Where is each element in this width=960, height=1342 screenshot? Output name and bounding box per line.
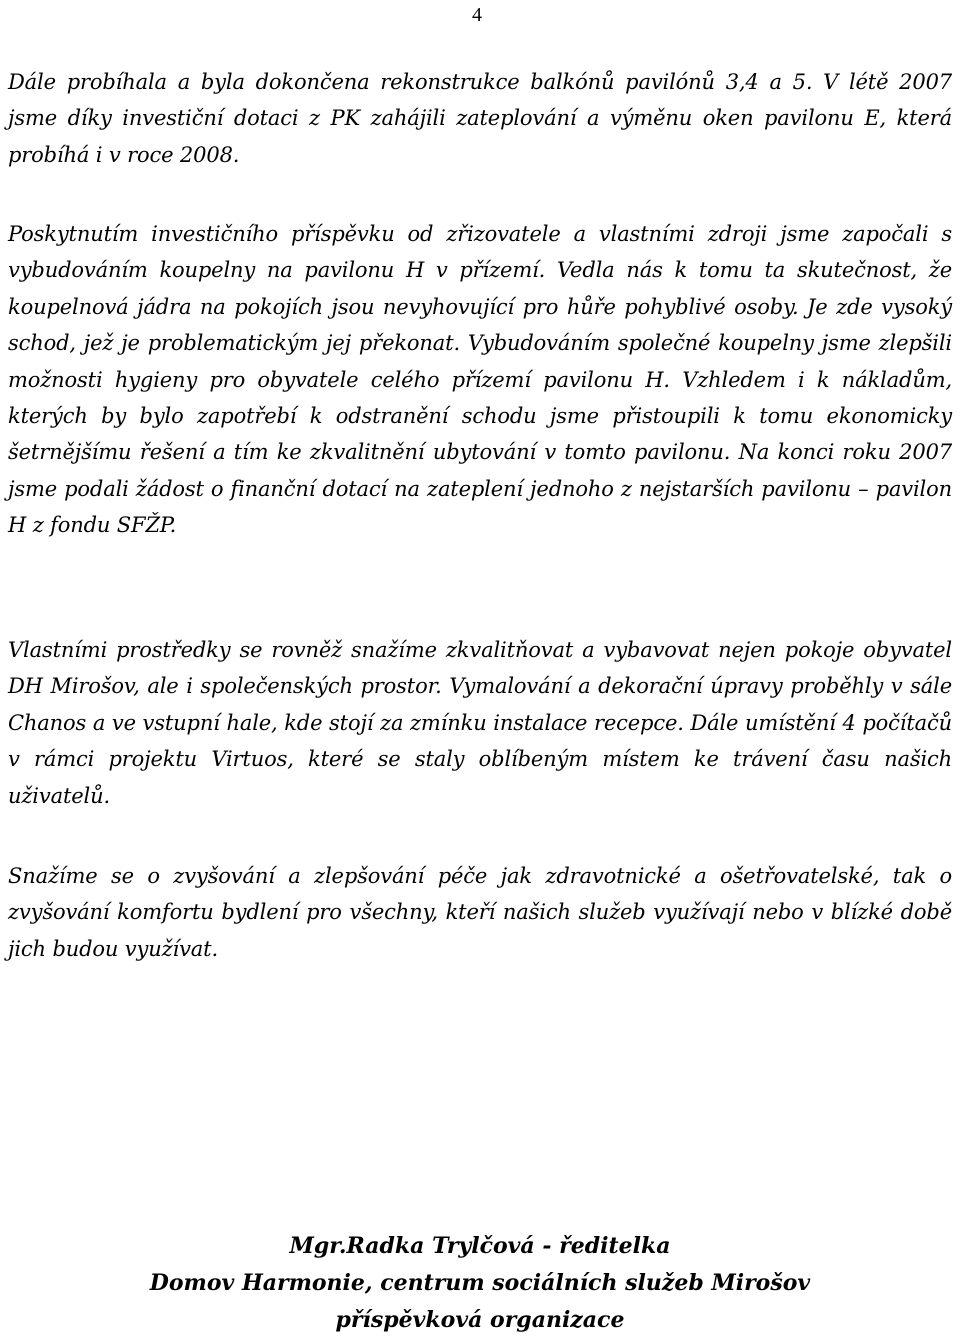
page-number: 4 [472,4,482,26]
signature-name: Mgr.Radka Trylčová - ředitelka [289,1233,671,1259]
paragraph-bathroom-construction: Poskytnutím investičního příspěvku od zřizovatele a vlastními zdroji jsme započali s vybudováním koupelny na pavilonu H v přízemí. Vedla nás k tomu ta skutečnost, že koupelnová jádra na pokojích jsou nevyhovující pro hůře pohyblivé osoby. Je zde vysoký schod, jež je problematickým jej překonat. Vybudováním společné koupelny jsme zlepšili možnosti hygieny pro obyvatele celého přízemí pavilonu H. Vzhledem i k nákladům, kterých by bylo zapotřebí k odstranění schodu jsme přistoupili k tomu ekonomicky šetrnějšímu řešení a tím ke zkvalitnění ubytování v tomto pavilonu. Na konci roku 2007 jsme podali žádost o finanční dotací na zateplení jednoho z nejstarších pavilonu – pavilon H z fondu SFŽP. [8,222,952,538]
paragraph-equipment-improvements: Vlastními prostředky se rovněž snažíme zkvalitňovat a vybavovat nejen pokoje obyvatel DH Mirošov, ale i společenských prostor. Vymalování a dekorační úpravy proběhly v sále Chanos a ve vstupní hale, kde stojí za zmínku instalace recepce. Dále umístění 4 počítačů v rámci projektu Virtuos, které se staly oblíbeným místem ke trávení času našich uživatelů. [8,638,952,808]
signature-organization: Domov Harmonie, centrum sociálních služeb Mirošov [149,1270,811,1296]
signature-organization-type: příspěvková organizace [335,1307,625,1333]
paragraph-balcony-reconstruction: Dále probíhala a byla dokončena rekonstrukce balkónů pavilónů 3,4 a 5. V létě 2007 jsme díky investiční dotaci z PK zahájili zateplování a výměnu oken pavilonu E, která probíhá i v roce 2008. [8,70,952,167]
paragraph-care-improvements: Snažíme se o zvyšování a zlepšování péče jak zdravotnické a ošetřovatelské, tak o zvyšování komfortu bydlení pro všechny, kteří našich služeb využívají nebo v blízké době jich budou využívat. [8,864,952,961]
